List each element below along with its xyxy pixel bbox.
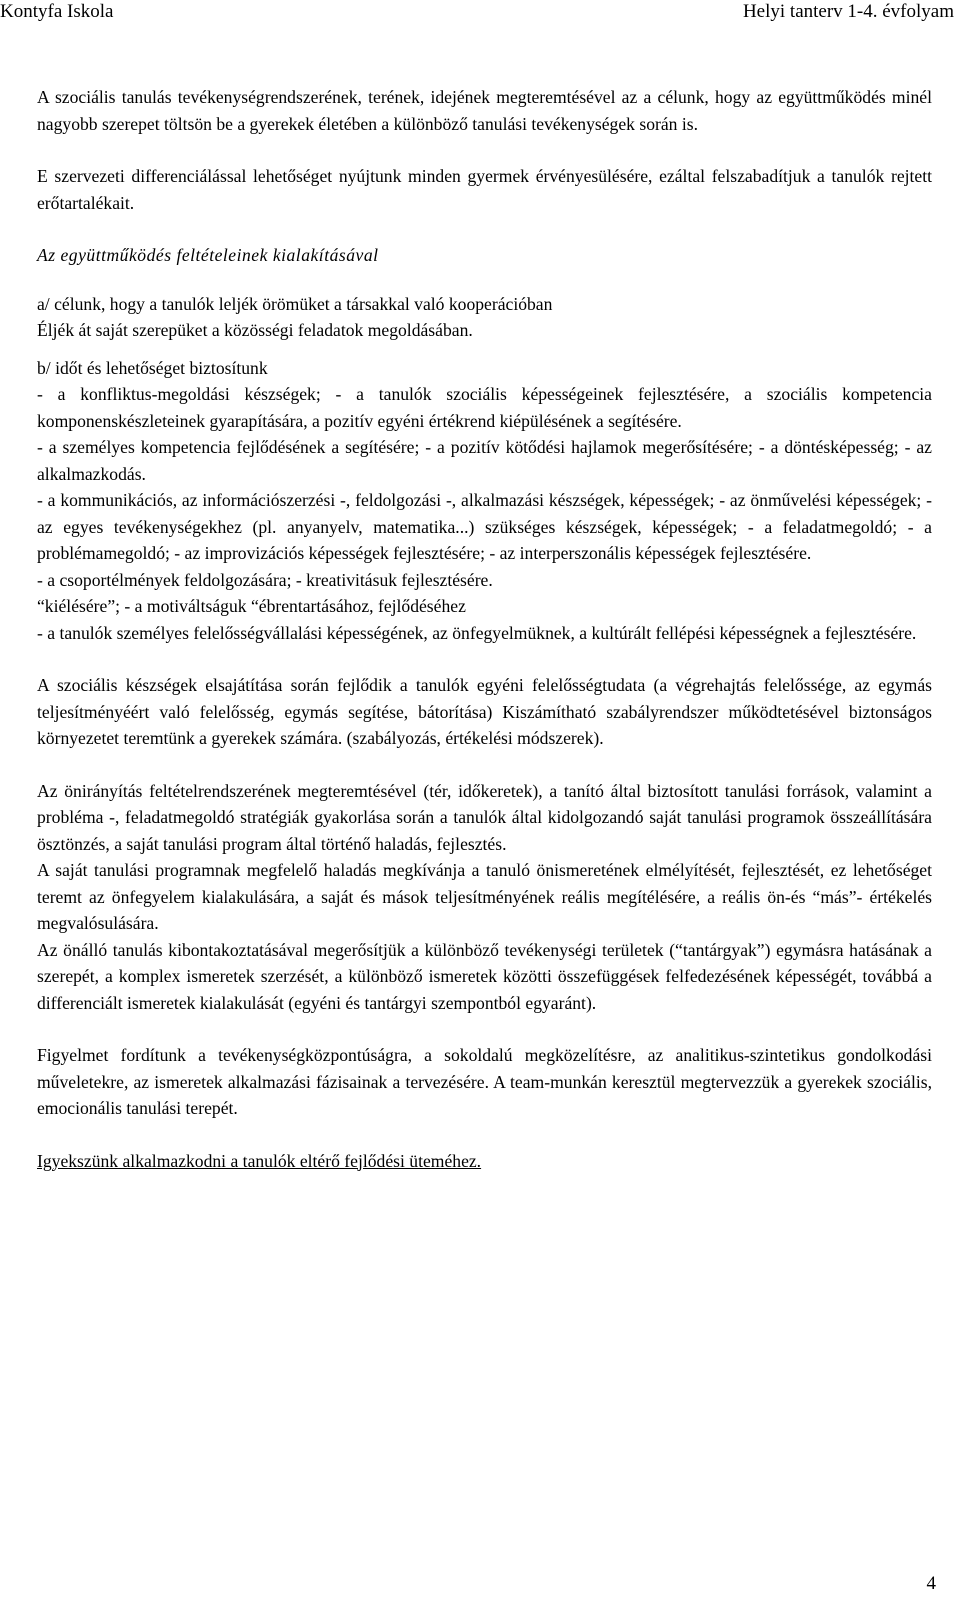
paragraph-adapt-pace: Igyekszünk alkalmazkodni a tanulók eltérő fejlődési üteméhez. (37, 1150, 482, 1171)
section-b-item-6: - a tanulók személyes felelősségvállalási képességének, az önfegyelmüknek, a kultúrált fellépési képességnek a fejlesztésére. (37, 622, 917, 643)
section-b (37, 355, 932, 647)
page-header (0, 0, 960, 24)
section-b-item-3: - a kommunikációs, az információszerzési -, feldolgozási -, alkalmazási készségek, képességek; - az önművelési képességek; - az egyes tevékenységekhez (pl. anyanyelv, matematika...) szükséges készségek, képességek; - a feladatmegoldó; - a problémamegoldó; - az improvizációs képességek fejlesztésére; - az interperszonális képességek fejlesztésére. (37, 490, 932, 563)
document-body (37, 84, 932, 1174)
section-a-line2: Éljék át saját szerepüket a közösségi feladatok megoldásában. (37, 320, 473, 340)
section-b-item-5: “kiélésére”; - a motiváltságuk “ébrentartásához, fejlődéséhez (37, 596, 466, 616)
paragraph-differentiation: E szervezeti differenciálással lehetőséget nyújtunk minden gyermek érvényesülésére, ezáltal felszabadítjuk a tanulók rejtett erőtartalékait. (37, 166, 932, 213)
document-title: Helyi tanterv 1-4. évfolyam (742, 1, 954, 22)
section-b-item-4: - a csoportélmények feldolgozására; - kreativitásuk fejlesztésére. (37, 569, 493, 590)
section-b-item-1: - a konfliktus-megoldási készségek; - a tanulók szociális képességeinek fejlesztésére, a szociális kompetencia komponenskészleteinek gyarapítására, a pozitív egyéni értékrend kiépülésének a segítésére. (37, 384, 932, 431)
school-name: Kontyfa Iskola (0, 1, 114, 22)
section-b-title: b/ időt és lehetőséget biztosítunk (37, 357, 268, 378)
section-a (37, 291, 932, 344)
paragraph-activity-centered: Figyelmet fordítunk a tevékenységközpontúságra, a sokoldalú megközelítésre, az analitikus-szintetikus gondolkodási műveletekre, az ismeretek alkalmazási fázisainak a tervezésére. A team-munkán keresztül megtervezzük a gyerekek szociális, emocionális tanulási terepét. (37, 1045, 932, 1118)
italic-heading: Az együttműködés feltételeinek kialakításával (37, 245, 379, 265)
paragraph-social-skills: A szociális készségek elsajátítása során fejlődik a tanulók egyéni felelősségtudata (a végrehajtás felelőssége, az egymás teljesítményéért való felelősség, egymás segítése, bátorítása) Kiszámítható szabályrendszer működtetésével biztonságos környezetet teremtünk a gyerekek számára. (szabályozás, értékelési módszerek). (37, 675, 932, 748)
section-b-item-2: - a személyes kompetencia fejlődésének a segítésére; - a pozitív kötődési hajlamok megerősítésére; - a döntésképesség; - az alkalmazkodás. (37, 437, 932, 484)
paragraph-self-direction: Az önirányítás feltételrendszerének megteremtésével (tér, időkeretek), a tanító által biztosított tanulási források, valamint a probléma -, feladatmegoldó stratégiák gyakorlása során a tanulók által kidolgozandó saját tanulási programok összeállítására ösztönzés, a saját tanulási program által történő haladás, fejlesztés. (37, 780, 932, 854)
paragraph-social-learning: A szociális tanulás tevékenységrendszerének, terének, idejének megteremtésével az a célunk, hogy az együttműködés minél nagyobb szerepet töltsön be a gyerekek életében a különböző tanulási tevékenységek során is. (37, 87, 932, 134)
page-number: 4 (926, 1573, 936, 1594)
section-a-line1: a/ célunk, hogy a tanulók leljék örömüket a társakkal való kooperációban (37, 293, 553, 314)
paragraph-independent-learning: Az önálló tanulás kibontakoztatásával megerősítjük a különböző tevékenységi területek (“tantárgyak”) egymásra hatásának a szerepét, a komplex ismeretek szerzését, a különböző ismeretek közötti összefüggések felfedezésének képességét, továbbá a differenciált ismeretek kialakulását (egyéni és tantárgyi szempontból egyaránt). (37, 939, 932, 1013)
paragraph-own-program: A saját tanulási programnak megfelelő haladás megkívánja a tanuló önismeretének elmélyítését, fejlesztését, ez lehetőséget teremt az önfegyelem kialakulására, a saját és mások teljesítményének reális megítélésére, a reális ön-és “más”- értékelés megvalósulására. (37, 860, 932, 933)
